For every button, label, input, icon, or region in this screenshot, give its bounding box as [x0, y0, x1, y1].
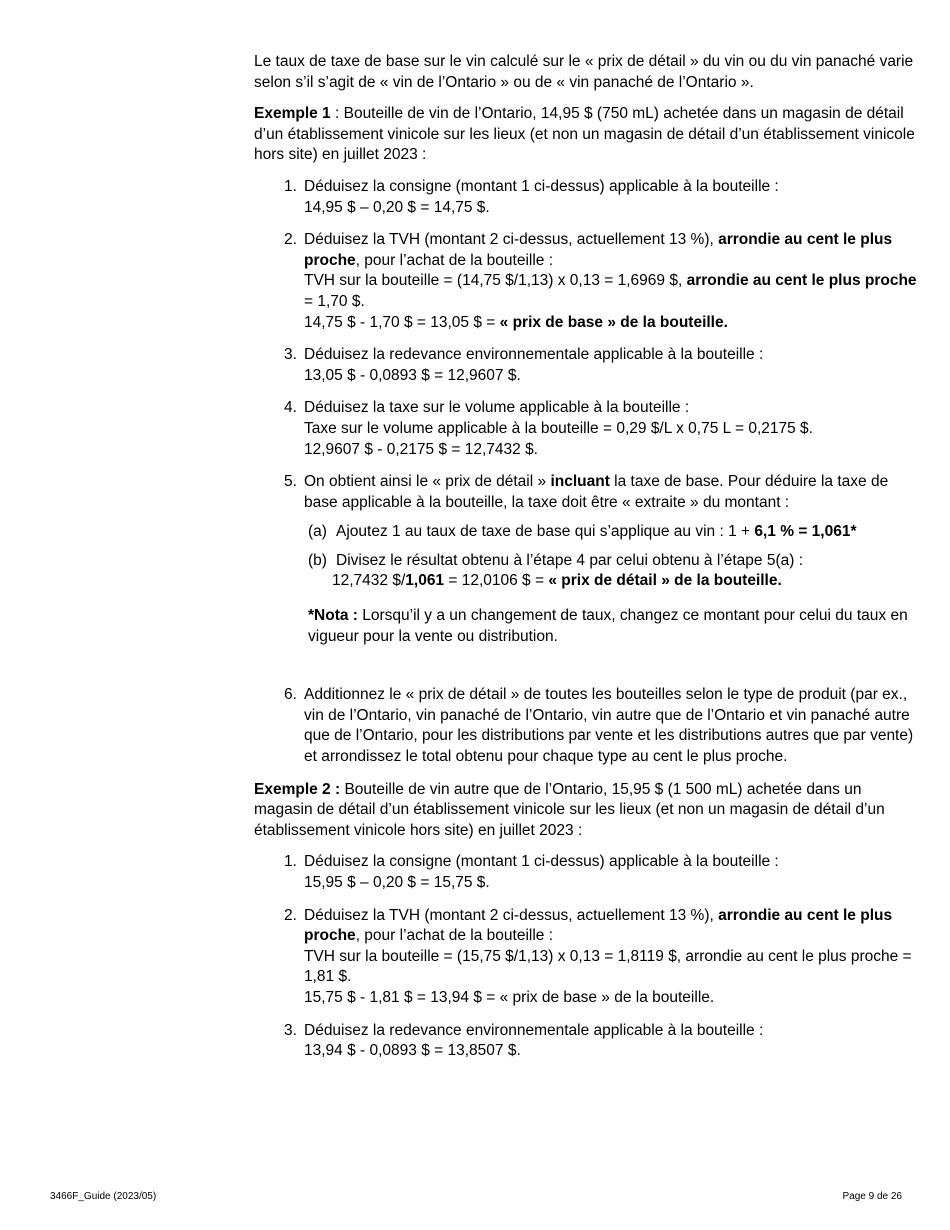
rate-note: *Nota : Lorsqu’il y a un changement de taux, changez ce montant pour celui du taux en vigueur pour la vente ou distribution.: [308, 607, 908, 645]
example-2-heading: [254, 780, 924, 842]
step-2: [284, 906, 924, 1009]
step-number: 5.: [284, 473, 297, 491]
step-number: 1.: [284, 177, 297, 195]
step-number: 1.: [284, 853, 297, 871]
step-result: 15,75 $ - 1,81 $ = 13,94 $ = « prix de base » de la bouteille.: [304, 988, 715, 1006]
step-result: 14,75 $ - 1,70 $ = 13,05 $ = « prix de base » de la bouteille.: [304, 313, 728, 331]
example-2-steps: [254, 852, 924, 1061]
step-instruction: Déduisez la redevance environnementale applicable à la bouteille :: [304, 346, 764, 364]
step-number: 4.: [284, 399, 297, 417]
sub-step-b: (b) Divisez le résultat obtenu à l’étape 4 par celui obtenu à l’étape 5(a) : 12,7432 $/1,061 = 12,0106 $ = « prix de détail » de la bouteille.: [308, 551, 804, 590]
page-number: Page 9 de 26: [842, 1191, 902, 1202]
step-number: 2.: [284, 231, 297, 249]
example-1-text: : Bouteille de vin de l’Ontario, 14,95 $ (750 mL) achetée dans un magasin de détail d’un établissement vinicole sur les lieux (et non un magasin de détail d’un établissement vinicole hors site) en juillet 2023 :: [254, 105, 915, 164]
step-calculation: 14,95 $ – 0,20 $ = 14,75 $.: [304, 198, 490, 216]
step-1: [284, 852, 924, 893]
sub-steps: [304, 522, 924, 647]
example-1-steps: [254, 177, 924, 768]
step-instruction: Déduisez la consigne (montant 1 ci-dessus) applicable à la bouteille :: [304, 853, 779, 871]
step-2: [284, 230, 924, 333]
document-body: [254, 52, 924, 1074]
step-3: [284, 1021, 924, 1062]
step-4: [284, 398, 924, 460]
step-number: 2.: [284, 906, 297, 924]
step-1: [284, 177, 924, 218]
step-instruction: Déduisez la TVH (montant 2 ci-dessus, actuellement 13 %), arrondie au cent le plus proche, pour l’achat de la bouteille :: [304, 231, 893, 269]
example-1-label: Exemple 1: [254, 105, 331, 123]
step-calculation: Taxe sur le volume applicable à la bouteille = 0,29 $/L x 0,75 L = 0,2175 $.: [304, 419, 813, 437]
step-calculation: 13,05 $ - 0,0893 $ = 12,9607 $.: [304, 366, 521, 384]
step-calculation: TVH sur la bouteille = (14,75 $/1,13) x 0,13 = 1,6969 $, arrondie au cent le plus proche = 1,70 $.: [304, 272, 917, 310]
sub-step-a: (a) Ajoutez 1 au taux de taxe de base qui s’applique au vin : 1 + 6,1 % = 1,061*: [308, 523, 857, 541]
step-3: [284, 345, 924, 386]
step-calculation: 13,94 $ - 0,0893 $ = 13,8507 $.: [304, 1042, 521, 1060]
step-5: [284, 472, 924, 647]
step-calculation: TVH sur la bouteille = (15,75 $/1,13) x 0,13 = 1,8119 $, arrondie au cent le plus proche = 1,81 $.: [304, 947, 912, 986]
step-instruction: Déduisez la consigne (montant 1 ci-dessus) applicable à la bouteille :: [304, 177, 779, 195]
step-instruction: Déduisez la TVH (montant 2 ci-dessus, actuellement 13 %), arrondie au cent le plus proche, pour l’achat de la bouteille :: [304, 906, 893, 945]
step-calculation: 15,95 $ – 0,20 $ = 15,75 $.: [304, 874, 490, 891]
step-number: 6.: [284, 686, 297, 704]
intro-paragraph: Le taux de taxe de base sur le vin calculé sur le « prix de détail » du vin ou du vin panaché varie selon s’il s’agit de « vin de l’Ontario » ou de « vin panaché de l’Ontario ».: [254, 53, 914, 91]
step-instruction: Déduisez la redevance environnementale applicable à la bouteille :: [304, 1021, 764, 1039]
step-result: 12,9607 $ - 0,2175 $ = 12,7432 $.: [304, 440, 538, 458]
form-reference: 3466F_Guide (2023/05): [50, 1191, 157, 1202]
step-instruction: On obtient ainsi le « prix de détail » incluant la taxe de base. Pour déduire la taxe de base applicable à la bouteille, la taxe doit être « extraite » du montant :: [304, 473, 889, 511]
step-number: 3.: [284, 346, 297, 364]
example-2-text: Bouteille de vin autre que de l’Ontario, 15,95 $ (1 500 mL) achetée dans un magasin de détail d’un établissement vinicole sur les lieux (et non un magasin de détail d’un établissement vinicole hors site) en juillet 2023 :: [254, 780, 885, 839]
step-6: [284, 685, 924, 767]
example-2-label: Exemple 2 :: [254, 780, 341, 798]
step-number: 3.: [284, 1021, 297, 1039]
step-instruction: Additionnez le « prix de détail » de toutes les bouteilles selon le type de produit (par ex., vin de l’Ontario, vin panaché de l’Ontario, vin autre que de l’Ontario et vin panaché autre que de l’Ontario, pour les distributions par vente et les distributions autres que par vente) et arrondissez le total obtenu pour chaque type au cent le plus proche.: [304, 686, 914, 766]
example-1-heading: [254, 104, 924, 166]
step-instruction: Déduisez la taxe sur le volume applicable à la bouteille :: [304, 399, 690, 417]
